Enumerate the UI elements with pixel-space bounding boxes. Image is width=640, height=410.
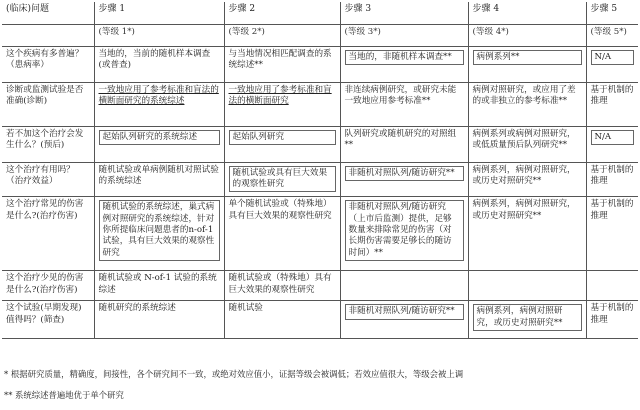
cell-box: N/A bbox=[591, 50, 635, 65]
cell-box: 当地的，非随机样本调查** bbox=[345, 50, 464, 65]
cell-step-2: 随机试验或（特殊地）具有巨大效果的观察性研究 bbox=[224, 271, 340, 301]
cell-step-3 bbox=[340, 46, 468, 82]
cell-step-3: 非连续病例研究，或研究未能一致地应用参考标准** bbox=[340, 82, 468, 126]
row-question: 这个疾病有多普遍？（患病率） bbox=[2, 46, 94, 82]
cell-step-5: 基于机制的推理 bbox=[586, 301, 638, 339]
level-2: (等级 2*) bbox=[224, 24, 340, 46]
cell-step-1 bbox=[94, 197, 224, 271]
cell-step-2: 与当地情况相匹配调查的系统综述** bbox=[224, 46, 340, 82]
cell-step-2 bbox=[224, 82, 340, 126]
table-row bbox=[2, 46, 638, 82]
header-step-2: 步骤 2 bbox=[224, 2, 340, 24]
cell-step-5 bbox=[586, 46, 638, 82]
cell-box: 随机试验或具有巨大效果的观察性研究 bbox=[229, 166, 336, 193]
cell-box: 病例系列** bbox=[473, 50, 582, 65]
row-question: 这个试验(早期发现)值得吗？(筛查) bbox=[2, 301, 94, 339]
cell-step-2: 单个随机试验或（特殊地）具有巨大效果的观察性研究 bbox=[224, 197, 340, 271]
cell-box: 随机试验的系统综述，巢式病例对照研究的系统综述，针对你所提临床问题患者的n-of-1 试验，具有巨大效果的观察性研究 bbox=[99, 200, 220, 261]
cell-step-4: 病例系列或病例对照研究，或低质量预后队列研究** bbox=[468, 126, 586, 162]
header-step-4: 步骤 4 bbox=[468, 2, 586, 24]
cell-step-5 bbox=[586, 271, 638, 301]
cell-step-1: 当地的，当前的随机样本调查(或普查) bbox=[94, 46, 224, 82]
cell-step-2: 随机试验 bbox=[224, 301, 340, 339]
cell-step-4: 病例对照研究，或应用了差的或非独立的参考标准** bbox=[468, 82, 586, 126]
cell-step-4: 病例系列，病例对照研究，或历史对照研究** bbox=[468, 197, 586, 271]
cell-step-1: 随机试验或 N-of-1 试验的系统综述 bbox=[94, 271, 224, 301]
cell-step-3 bbox=[340, 197, 468, 271]
row-question: 这个治疗有用吗？（治疗效益） bbox=[2, 162, 94, 197]
cell-step-2 bbox=[224, 126, 340, 162]
cell-box: 病例系列，病例对照研究，或历史对照研究** bbox=[473, 304, 582, 331]
cell-step-1: 随机试验或单病例随机对照试验的系统综述 bbox=[94, 162, 224, 197]
level-5: (等级 5*) bbox=[586, 24, 638, 46]
cell-step-1 bbox=[94, 126, 224, 162]
cell-step-2 bbox=[224, 162, 340, 197]
cell-step-3 bbox=[340, 271, 468, 301]
cell-step-3 bbox=[340, 301, 468, 339]
cell-step-3: 队列研究或随机研究的对照组** bbox=[340, 126, 468, 162]
row-question: 诊断或监测试验是否准确(诊断) bbox=[2, 82, 94, 126]
cell-box: 起始队列研究 bbox=[229, 130, 336, 145]
level-blank bbox=[2, 24, 94, 46]
table-row bbox=[2, 271, 638, 301]
footnote-quality: * 根据研究质量，精确度，间接性，各个研究间不一致，或绝对效应值小，证据等级会被调低；若效应值很大，等级会被上调 bbox=[4, 369, 464, 379]
cell-step-5: 基于机制的推理 bbox=[586, 197, 638, 271]
cell-step-5: 基于机制的推理 bbox=[586, 82, 638, 126]
level-1: (等级 1*) bbox=[94, 24, 224, 46]
cell-step-4 bbox=[468, 271, 586, 301]
table-row bbox=[2, 82, 638, 126]
table-row bbox=[2, 126, 638, 162]
cell-box: 非随机对照队列/随访研究** bbox=[345, 166, 464, 181]
cell-text: 一致地应用了参考标准和盲法的横断面研究的系统综述 bbox=[98, 84, 219, 106]
level-3: (等级 3*) bbox=[340, 24, 468, 46]
table-row bbox=[2, 197, 638, 271]
cell-step-1: 随机研究的系统综述 bbox=[94, 301, 224, 339]
evidence-level-table bbox=[2, 2, 638, 339]
table-row bbox=[2, 162, 638, 197]
cell-step-5: 基于机制的推理 bbox=[586, 162, 638, 197]
level-row bbox=[2, 24, 638, 46]
cell-step-5 bbox=[586, 126, 638, 162]
cell-step-1 bbox=[94, 82, 224, 126]
table-row bbox=[2, 301, 638, 339]
header-step-5: 步骤 5 bbox=[586, 2, 638, 24]
header-step-1: 步骤 1 bbox=[94, 2, 224, 24]
level-4: (等级 4*) bbox=[468, 24, 586, 46]
row-question: 这个治疗常见的伤害是什么?(治疗伤害) bbox=[2, 197, 94, 271]
cell-step-3 bbox=[340, 162, 468, 197]
header-step-3: 步骤 3 bbox=[340, 2, 468, 24]
cell-step-4 bbox=[468, 46, 586, 82]
footnote-review: ** 系统综述普遍地优于单个研究 bbox=[4, 390, 124, 400]
cell-box: 非随机对照队列/随访研究** bbox=[345, 304, 464, 319]
cell-step-4 bbox=[468, 301, 586, 339]
header-question: (临床)问题 bbox=[2, 2, 94, 24]
cell-box: N/A bbox=[591, 130, 635, 145]
cell-text: 一致地应用了参考标准和盲法的横断面研究 bbox=[228, 84, 332, 106]
row-question: 这个治疗少见的伤害是什么?(治疗伤害) bbox=[2, 271, 94, 301]
row-question: 若不加这个治疗会发生什么？(预后) bbox=[2, 126, 94, 162]
cell-box: 起始队列研究的系统综述 bbox=[99, 130, 220, 145]
header-row bbox=[2, 2, 638, 24]
cell-box: 非随机对照队列/随访研究（上市后监测）提供，足够数量来排除常见的伤害（对长期伤害需要足够长的随访时间）** bbox=[345, 200, 464, 261]
cell-step-4: 病例系列，病例对照研究，或历史对照研究** bbox=[468, 162, 586, 197]
